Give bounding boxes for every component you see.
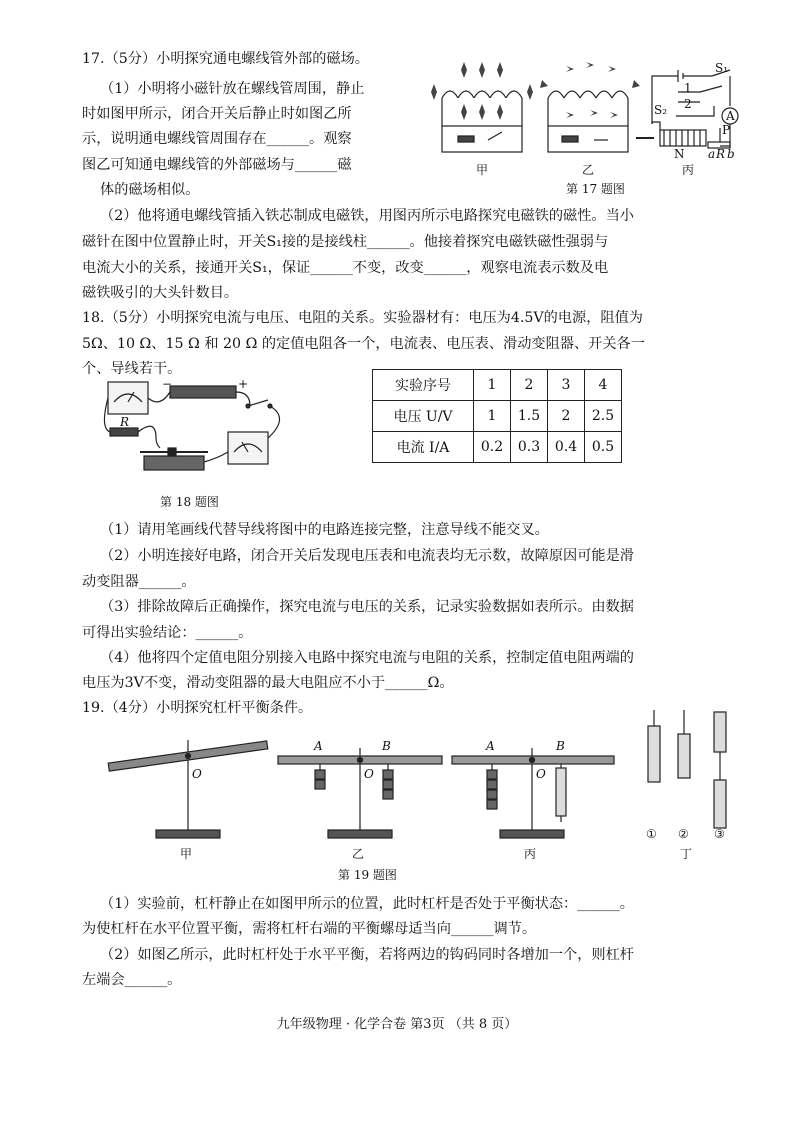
table-header-cell: 4 bbox=[585, 370, 622, 401]
q19-part1-line2: 为使杠杆在水平位置平衡，需将杠杆右端的平衡螺母适当向______调节。 bbox=[82, 921, 537, 937]
table-row bbox=[373, 401, 622, 432]
q19-fig-ding bbox=[648, 710, 726, 828]
q18-voltmeter bbox=[108, 382, 148, 414]
q18-part1: （1）请用笔画线代替导线将图中的电路连接完整，注意导线不能交叉。 bbox=[100, 522, 549, 538]
table-header-cell: 实验序号 bbox=[373, 370, 474, 401]
q18-resistor bbox=[110, 428, 138, 436]
q19-fig-label-ding: 丁 bbox=[680, 847, 693, 861]
table-cell: 0.5 bbox=[585, 432, 622, 463]
q19-label-o-jia: O bbox=[192, 767, 202, 781]
q19-label-b-yi: B bbox=[382, 739, 391, 753]
q19-part2-line2: 左端会______。 bbox=[82, 972, 182, 988]
table-row bbox=[373, 370, 622, 401]
table-cell: 电流 I/A bbox=[373, 432, 474, 463]
q18-part4-line2: 电压为3V不变，滑动变阻器的最大电阻应不小于______Ω。 bbox=[82, 675, 454, 691]
q17-label-b: b bbox=[727, 147, 735, 161]
q17-p1-line5: 体的磁场相似。 bbox=[100, 182, 200, 198]
q17-figure bbox=[430, 58, 750, 198]
q19-label-a-yi: A bbox=[314, 739, 323, 753]
table-row bbox=[373, 432, 622, 463]
q17-header: 17.（5分）小明探究通电螺线管外部的磁场。 bbox=[82, 51, 369, 67]
q18-label-plus: + bbox=[238, 377, 249, 391]
q17-label-r: R bbox=[716, 147, 726, 161]
q17-label-s2: S₂ bbox=[654, 103, 668, 117]
q17-fig-label-yi: 乙 bbox=[582, 163, 595, 177]
table-cell: 1 bbox=[474, 401, 511, 432]
q17-p2-line3: 电流大小的关系，接通开关S₁，保证______不变，改变______，观察电流表示数及电 bbox=[82, 260, 609, 276]
q19-fig-jia bbox=[108, 740, 268, 838]
q17-p1-line3: 示，说明通电螺线管周围存在______。观察 bbox=[82, 131, 352, 147]
q18-rheostat bbox=[144, 456, 204, 470]
q17-label-p: P bbox=[722, 123, 731, 137]
q17-label-s1: S₁ bbox=[715, 61, 729, 75]
q17-fig-yi bbox=[540, 62, 640, 152]
q17-p2-line2: 磁针在图中位置静止时，开关S₁接的是接线柱______。他接着探究电磁铁磁性强弱与 bbox=[82, 234, 609, 250]
q18-label-r: R bbox=[120, 415, 130, 429]
q18-switch bbox=[248, 400, 268, 406]
q17-label-n: N bbox=[674, 147, 685, 161]
q19-label-o-bing: O bbox=[536, 767, 546, 781]
q19-part2-line1: （2）如图乙所示，此时杠杆处于水平平衡，若将两边的钩码同时各增加一个，则杠杆 bbox=[100, 947, 634, 963]
q18-part2-line1: （2）小明连接好电路，闭合开关后发现电压表和电流表均无示数，故障原因可能是滑 bbox=[100, 548, 634, 564]
q18-figure bbox=[100, 378, 300, 488]
q17-fig-jia bbox=[431, 62, 533, 152]
q17-p1-line1: （1）小明将小磁针放在螺线管周围，静止 bbox=[100, 81, 365, 97]
table-cell: 0.3 bbox=[511, 432, 548, 463]
q19-ding-label-2: ② bbox=[678, 827, 689, 841]
q18-part3-line2: 可得出实验结论：______。 bbox=[82, 625, 253, 641]
q19-fig-label-jia: 甲 bbox=[180, 847, 193, 861]
q19-fig-caption: 第 19 题图 bbox=[338, 868, 397, 882]
table-cell: 0.4 bbox=[548, 432, 585, 463]
q18-part2-line2: 动变阻器______。 bbox=[82, 574, 196, 590]
table-cell: 0.2 bbox=[474, 432, 511, 463]
q19-header: 19.（4分）小明探究杠杆平衡条件。 bbox=[82, 700, 313, 716]
q17-fig-caption: 第 17 题图 bbox=[566, 182, 625, 196]
table-cell: 电压 U/V bbox=[373, 401, 474, 432]
table-cell: 1.5 bbox=[511, 401, 548, 432]
q18-ammeter bbox=[228, 432, 268, 464]
q17-label-one: 1 bbox=[684, 81, 692, 95]
page-footer: 九年级物理 · 化学合卷 第3页 （共 8 页） bbox=[276, 1017, 518, 1032]
q17-fig-label-jia: 甲 bbox=[476, 163, 489, 177]
table-header-cell: 3 bbox=[548, 370, 585, 401]
table-cell: 2.5 bbox=[585, 401, 622, 432]
table-cell: 2 bbox=[548, 401, 585, 432]
q19-label-b-bing: B bbox=[556, 739, 565, 753]
q19-fig-label-bing: 丙 bbox=[524, 847, 537, 861]
q17-fig-label-bing: 丙 bbox=[682, 163, 695, 177]
q18-fig-caption: 第 18 题图 bbox=[160, 495, 219, 509]
q19-ding-label-1: ① bbox=[646, 827, 657, 841]
q19-ding-label-3: ③ bbox=[714, 827, 725, 841]
q17-label-ammeter: A bbox=[726, 109, 735, 123]
q19-fig-bing bbox=[452, 748, 614, 838]
q17-label-a: a bbox=[708, 147, 716, 161]
q18-line3: 个、导线若干。 bbox=[82, 361, 182, 377]
q18-line1: 18.（5分）小明探究电流与电压、电阻的关系。实验器材有：电压为4.5V的电源，阻值为 bbox=[82, 310, 643, 326]
q19-figure bbox=[100, 704, 750, 864]
q17-label-two: 2 bbox=[684, 97, 692, 111]
q18-label-minus: − bbox=[162, 377, 173, 391]
q18-part4-line1: （4）他将四个定值电阻分别接入电路中探究电流与电阻的关系，控制定值电阻两端的 bbox=[100, 650, 634, 666]
q18-battery bbox=[170, 386, 236, 398]
table-header-cell: 1 bbox=[474, 370, 511, 401]
q19-fig-label-yi: 乙 bbox=[352, 847, 365, 861]
q17-p2-line4: 磁铁吸引的大头针数目。 bbox=[82, 285, 239, 301]
q19-label-o-yi: O bbox=[364, 767, 374, 781]
q17-p1-line4: 图乙可知通电螺线管的外部磁场与______磁 bbox=[82, 157, 352, 173]
table-header-cell: 2 bbox=[511, 370, 548, 401]
q18-part3-line1: （3）排除故障后正确操作，探究电流与电压的关系，记录实验数据如表所示。由数据 bbox=[100, 599, 634, 615]
q19-part1-line1: （1）实验前，杠杆静止在如图甲所示的位置，此时杠杆是否处于平衡状态：______。 bbox=[100, 896, 634, 912]
q18-data-table bbox=[372, 369, 622, 463]
q19-fig-yi bbox=[278, 748, 442, 838]
q17-p1-line2: 时如图甲所示，闭合开关后静止时如图乙所 bbox=[82, 106, 352, 122]
q19-label-a-bing: A bbox=[486, 739, 495, 753]
q17-p2-line1: （2）他将通电螺线管插入铁芯制成电磁铁，用图丙所示电路探究电磁铁的磁性。当小 bbox=[100, 208, 634, 224]
q18-line2: 5Ω、10 Ω、15 Ω 和 20 Ω 的定值电阻各一个，电流表、电压表、滑动变阻器、开关各一 bbox=[82, 336, 645, 352]
